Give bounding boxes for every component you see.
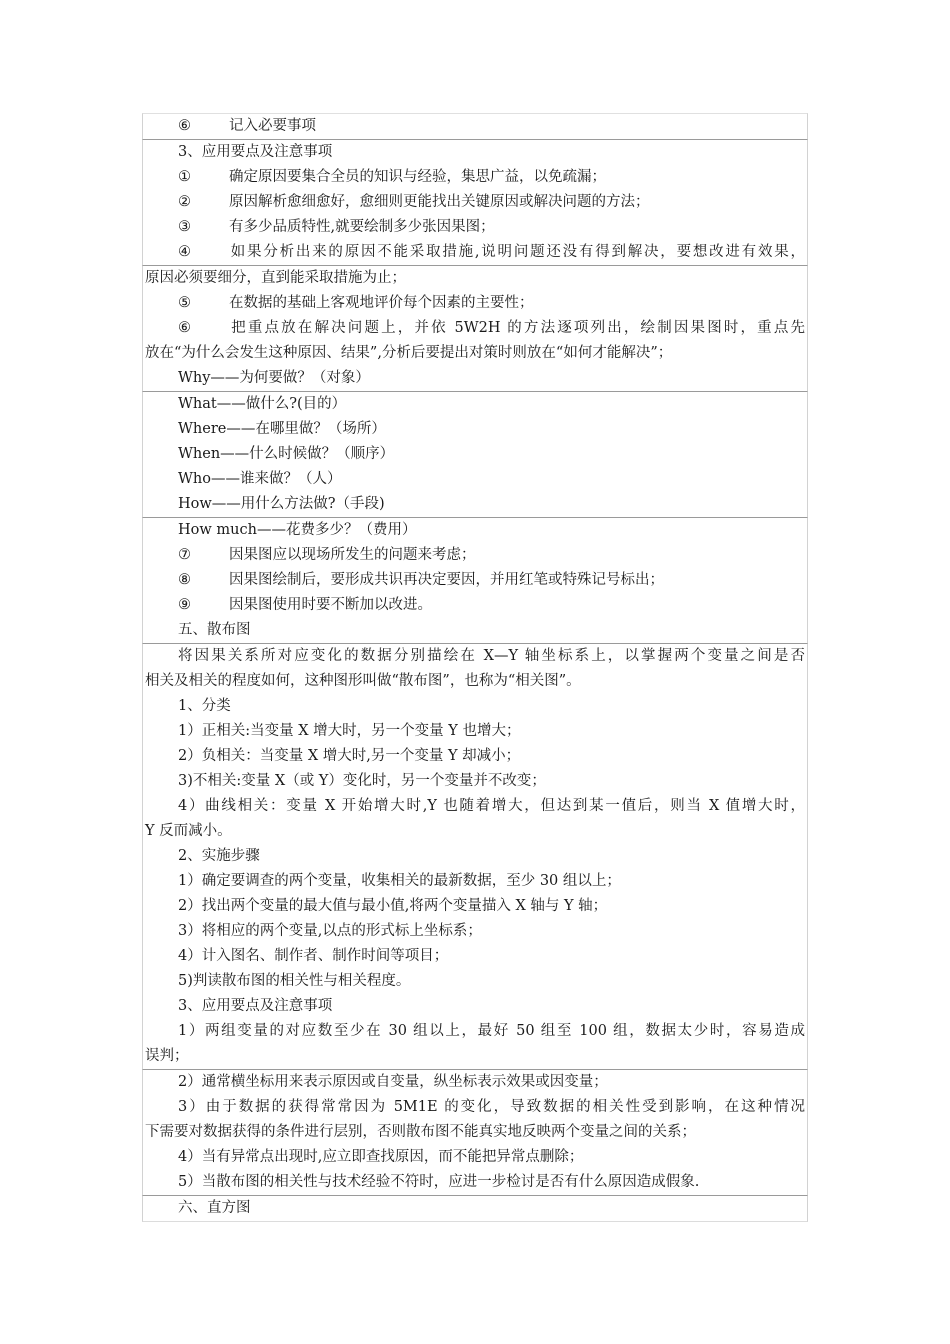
text-line: [143, 894, 807, 919]
text-line: [143, 1120, 807, 1145]
line-text: 4）曲线相关：变量 X 开始增大时,Y 也随着增大，但达到某一值后，则当 X 值增大时，: [178, 798, 805, 814]
line-text: 2、实施步骤: [178, 848, 260, 864]
line-text: 2）通常横坐标用来表示原因或自变量，纵坐标表示效果或因变量；: [178, 1074, 608, 1090]
list-number: ③: [178, 219, 191, 235]
table-row: [142, 140, 808, 266]
list-number: ⑦: [178, 547, 191, 563]
line-text: 1）正相关:当变量 X 增大时，另一个变量 Y 也增大；: [178, 723, 521, 739]
text-line: [143, 417, 807, 442]
line-text: 有多少品质特性,就要绘制多少张因果图；: [229, 219, 495, 235]
text-line: [143, 969, 807, 994]
line-text: How——用什么方法做?（手段): [178, 496, 385, 512]
text-line: [143, 568, 807, 593]
table-row: [142, 644, 808, 1070]
line-text: 误判；: [145, 1048, 189, 1064]
line-text: 3）由于数据的获得常常因为 5M1E 的变化，导致数据的相关性受到影响，在这种情况: [178, 1099, 805, 1115]
table-row: [142, 392, 808, 518]
line-text: 确定原因要集合全员的知识与经验，集思广益，以免疏漏；: [229, 169, 606, 185]
line-text: Why——为何要做？（对象）: [178, 370, 370, 386]
line-text: 五、散布图: [178, 622, 251, 638]
list-number: ⑥: [178, 320, 191, 336]
line-text: 4）当有异常点出现时,应立即查找原因，而不能把异常点删除；: [178, 1149, 584, 1165]
list-number: ⑨: [178, 597, 191, 613]
text-line: [143, 1145, 807, 1170]
text-line: [143, 618, 807, 643]
line-text: 如果分析出来的原因不能采取措施,说明问题还没有得到解决，要想改进有效果，: [229, 244, 805, 260]
text-line: [143, 593, 807, 618]
text-line: [143, 114, 807, 139]
line-text: 相关及相关的程度如何，这种图形叫做“散布图”，也称为“相关图”。: [145, 673, 581, 689]
line-text: When——什么时候做？（顺序）: [178, 446, 395, 462]
text-line: [143, 1196, 807, 1221]
line-text: 1）确定要调查的两个变量，收集相关的最新数据，至少 30 组以上；: [178, 873, 621, 889]
text-line: [143, 744, 807, 769]
text-line: [143, 215, 807, 240]
line-text: 记入必要事项: [229, 118, 316, 134]
line-text: 因果图绘制后，要形成共识再决定要因，并用红笔或特殊记号标出；: [229, 572, 664, 588]
text-line: [143, 165, 807, 190]
line-text: 3）将相应的两个变量,以点的形式标上坐标系；: [178, 923, 482, 939]
text-line: [143, 442, 807, 467]
text-line: [143, 694, 807, 719]
line-text: 原因解析愈细愈好，愈细则更能找出关键原因或解决问题的方法；: [229, 194, 650, 210]
line-text: 在数据的基础上客观地评价每个因素的主要性；: [229, 295, 534, 311]
text-line: [143, 1044, 807, 1069]
line-text: 1、分类: [178, 698, 231, 714]
text-line: [143, 769, 807, 794]
line-text: 原因必须要细分，直到能采取措施为止；: [145, 270, 406, 286]
list-number: ④: [178, 244, 191, 260]
text-line: [143, 1095, 807, 1120]
text-line: [143, 291, 807, 316]
line-text: 5）当散布图的相关性与技术经验不符时，应进一步检讨是否有什么原因造成假象.: [178, 1174, 700, 1190]
text-line: [143, 794, 807, 819]
text-line: [143, 1170, 807, 1195]
text-line: [143, 644, 807, 669]
table-row: [142, 1070, 808, 1196]
text-line: [143, 869, 807, 894]
list-number: ②: [178, 194, 191, 210]
table-row: [142, 266, 808, 392]
line-text: Where——在哪里做？（场所）: [178, 421, 386, 437]
table-row: [142, 1196, 808, 1222]
text-line: [143, 919, 807, 944]
list-number: ①: [178, 169, 191, 185]
line-text: 2）负相关：当变量 X 增大时,另一个变量 Y 却减小；: [178, 748, 521, 764]
document-page: [142, 113, 808, 1222]
text-line: [143, 819, 807, 844]
line-text: 将因果关系所对应变化的数据分别描绘在 X—Y 轴坐标系上，以掌握两个变量之间是否: [178, 648, 805, 664]
line-text: 因果图使用时要不断加以改进。: [229, 597, 432, 613]
text-line: [143, 1019, 807, 1044]
line-text: What——做什么?(目的）: [178, 396, 347, 412]
text-line: [143, 492, 807, 517]
text-line: [143, 518, 807, 543]
list-number: ⑧: [178, 572, 191, 588]
line-text: 1）两组变量的对应数至少在 30 组以上，最好 50 组至 100 组，数据太少时，容易造成: [178, 1023, 805, 1039]
text-line: [143, 366, 807, 391]
text-line: [143, 1070, 807, 1095]
text-line: [143, 669, 807, 694]
text-line: [143, 467, 807, 492]
document-body: [142, 113, 808, 1222]
text-line: [143, 392, 807, 417]
line-text: Who——谁来做？（人）: [178, 471, 342, 487]
text-line: [143, 844, 807, 869]
line-text: 5)判读散布图的相关性与相关程度。: [178, 973, 411, 989]
text-line: [143, 719, 807, 744]
table-row: [142, 113, 808, 140]
line-text: 4）计入图名、制作者、制作时间等项目；: [178, 948, 449, 964]
text-line: [143, 316, 807, 341]
line-text: Y 反而减小。: [145, 823, 232, 839]
text-line: [143, 341, 807, 366]
line-text: 3、应用要点及注意事项: [178, 998, 333, 1014]
line-text: 2）找出两个变量的最大值与最小值,将两个变量描入 X 轴与 Y 轴；: [178, 898, 608, 914]
line-text: 3)不相关:变量 X（或 Y）变化时，另一个变量并不改变；: [178, 773, 546, 789]
line-text: 因果图应以现场所发生的问题来考虑；: [229, 547, 476, 563]
line-text: 把重点放在解决问题上，并依 5W2H 的方法逐项列出，绘制因果图时，重点先: [229, 320, 805, 336]
line-text: 3、应用要点及注意事项: [178, 144, 333, 160]
text-line: [143, 994, 807, 1019]
table-row: [142, 518, 808, 644]
text-line: [143, 266, 807, 291]
text-line: [143, 944, 807, 969]
text-line: [143, 190, 807, 215]
text-line: [143, 543, 807, 568]
line-text: 放在“为什么会发生这种原因、结果”,分析后要提出对策时则放在“如何才能解决”；: [145, 345, 673, 361]
text-line: [143, 140, 807, 165]
list-number: ⑤: [178, 295, 191, 311]
list-number: ⑥: [178, 118, 191, 134]
line-text: 六、直方图: [178, 1200, 251, 1216]
text-line: [143, 240, 807, 265]
line-text: 下需要对数据获得的条件进行层别，否则散布图不能真实地反映两个变量之间的关系；: [145, 1124, 696, 1140]
line-text: How much——花费多少？（费用）: [178, 522, 417, 538]
